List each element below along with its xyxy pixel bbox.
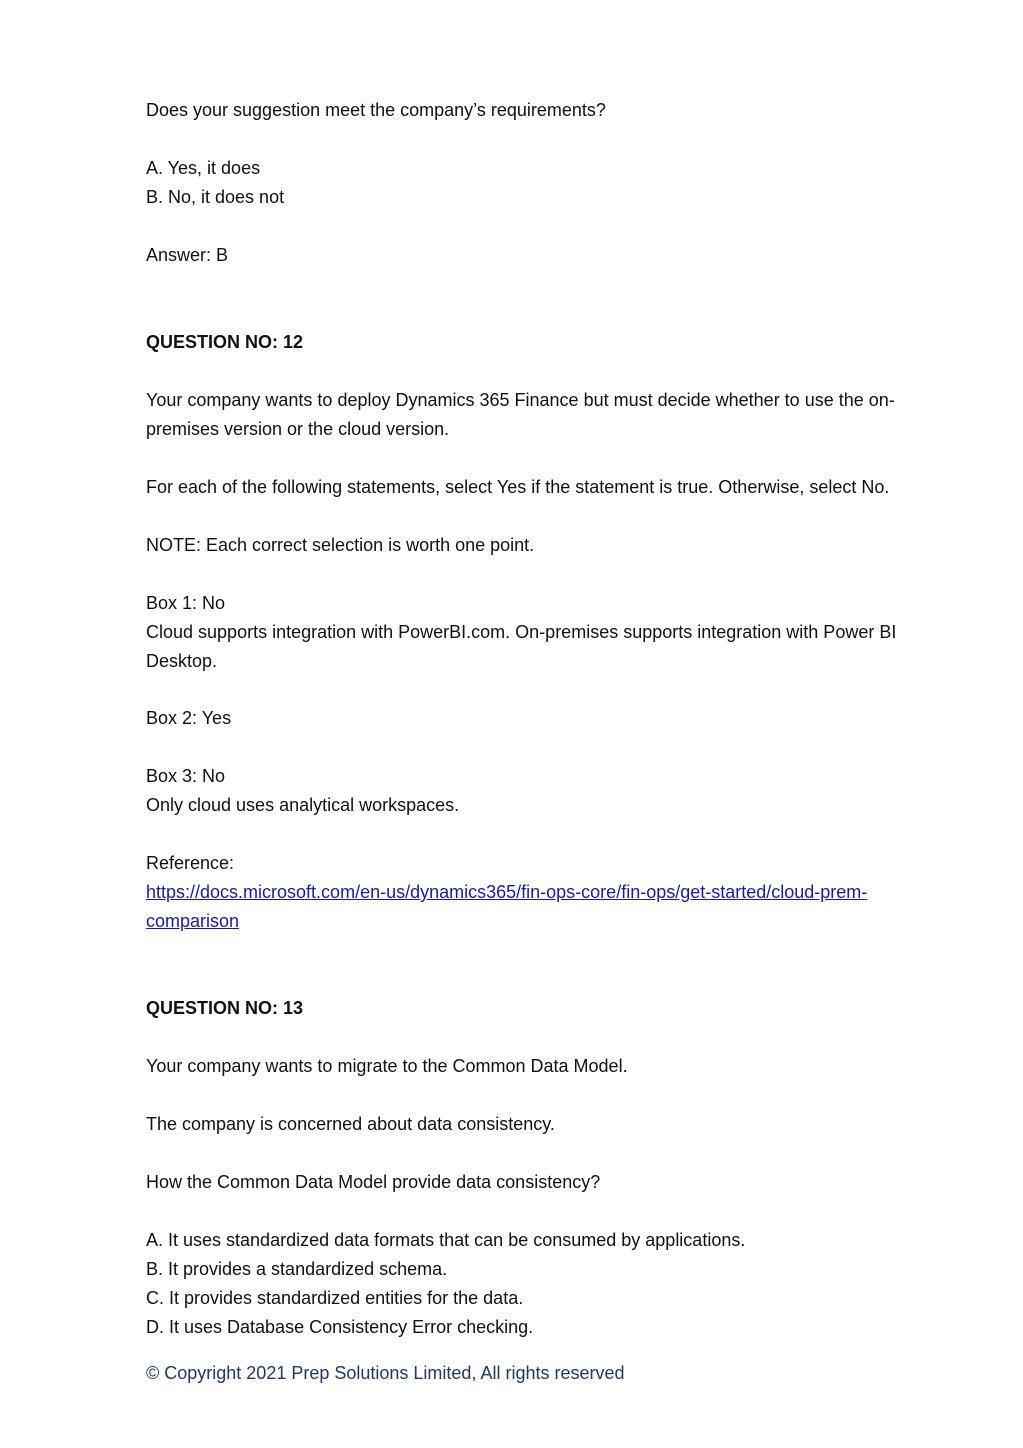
reference-link-line-2[interactable]: comparison	[146, 911, 240, 931]
box-3-label: Box 3: No	[146, 766, 226, 786]
answer-text: Answer: B	[146, 245, 229, 265]
box-1-label: Box 1: No	[146, 593, 226, 613]
question-13-heading: QUESTION NO: 13	[146, 998, 304, 1018]
q13-option-a: A. It uses standardized data formats that can be consumed by applications.	[146, 1230, 746, 1250]
box-1-explanation-line-2: Desktop.	[146, 651, 218, 671]
box-3-explanation: Only cloud uses analytical workspaces.	[146, 795, 460, 815]
box-1-explanation-line-1: Cloud supports integration with PowerBI.com. On-premises supports integration with Power BI	[146, 622, 897, 642]
q12-instruction: For each of the following statements, select Yes if the statement is true. Otherwise, select No.	[146, 477, 890, 497]
q12-note: NOTE: Each correct selection is worth one point.	[146, 535, 535, 555]
q13-option-d: D. It uses Database Consistency Error checking.	[146, 1317, 534, 1337]
question-text: Does your suggestion meet the company’s requirements?	[146, 100, 606, 120]
q13-line-1: Your company wants to migrate to the Common Data Model.	[146, 1056, 628, 1076]
q12-intro-line-2: premises version or the cloud version.	[146, 419, 450, 439]
option-b: B. No, it does not	[146, 187, 285, 207]
reference-link-line-1[interactable]: https://docs.microsoft.com/en-us/dynamics365/fin-ops-core/fin-ops/get-started/cloud-prem-	[146, 882, 868, 902]
q13-question: How the Common Data Model provide data consistency?	[146, 1172, 601, 1192]
copyright-footer: © Copyright 2021 Prep Solutions Limited, All rights reserved	[146, 1363, 625, 1383]
option-a: A. Yes, it does	[146, 158, 261, 178]
question-12-heading: QUESTION NO: 12	[146, 332, 304, 352]
q12-intro-line-1: Your company wants to deploy Dynamics 365 Finance but must decide whether to use the on-	[146, 390, 895, 410]
box-2-label: Box 2: Yes	[146, 708, 232, 728]
q13-line-2: The company is concerned about data consistency.	[146, 1114, 555, 1134]
q13-option-c: C. It provides standardized entities for the data.	[146, 1288, 524, 1308]
q13-option-b: B. It provides a standardized schema.	[146, 1259, 448, 1279]
reference-label: Reference:	[146, 853, 235, 873]
